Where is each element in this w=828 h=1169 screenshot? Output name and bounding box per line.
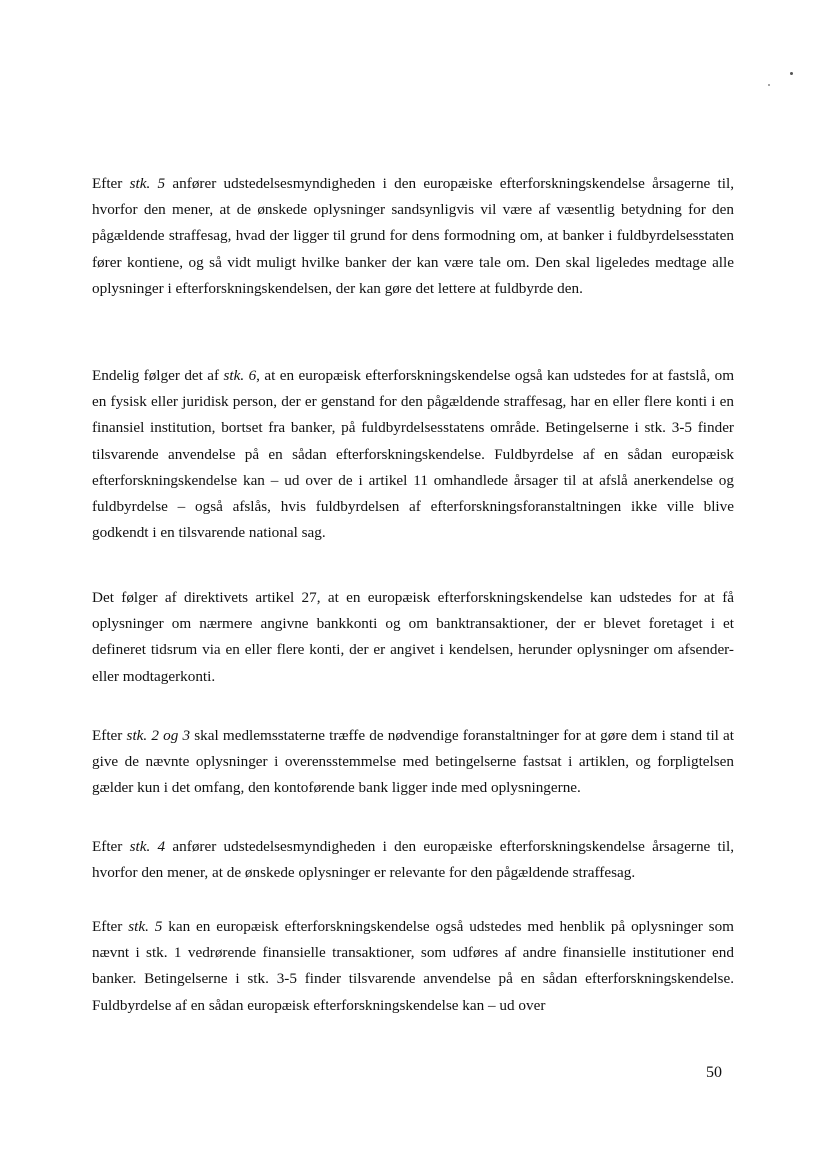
paragraph-text: Det følger af direktivets artikel 27, at en europæisk efterforskningskendelse kan udstedes for at få oplysninger om nærmere angivne bankkonti og om banktransaktioner, der er blevet foretaget i et defineret tidsrum via en eller flere konti, der er angivet i kendelsen, herunder oplysninger om afsender- eller modtagerkonti. [92, 589, 734, 685]
paragraph-5 [92, 834, 734, 886]
paragraph-reference: stk. 2 og 3 [126, 727, 191, 744]
paragraph-text: kan en europæisk efterforskningskendelse også udstedes med henblik på oplysninger som nævnt i stk. 1 vedrørende finansielle transaktioner, som udføres af andre finansielle institutioner end banker. Betingelserne i stk. 3-5 finder tilsvarende anvendelse på en sådan efterforskningskendelse. Fuldbyrdelse af en sådan europæisk efterforskningskendelse kan – ud over [92, 918, 734, 1014]
paragraph-text: anfører udstedelsesmyndigheden i den europæiske efterforskningskendelse årsagerne til, hvorfor den mener, at de ønskede oplysninger er relevante for den pågældende straffesag. [92, 838, 734, 882]
paragraph-text: anfører udstedelsesmyndigheden i den europæiske efterforskningskendelse årsagerne til, hvorfor den mener, at de ønskede oplysninger sandsynligvis vil være af væsentlig betydning for den pågældende straffesag, hvad der ligger til grund for dens formodning om, at banker i fuldbyrdelsesstaten fører kontiene, og så vidt muligt hvilke banker der kan være tale om. Den skal ligeledes medtage alle oplysninger i efterforskningskendelsen, der kan gøre det lettere at fuldbyrde den. [92, 175, 734, 297]
paragraph-reference: stk. 5 [129, 175, 166, 192]
paragraph-3 [92, 585, 734, 690]
paragraph-text: Efter [92, 838, 130, 855]
paragraph-text: Efter [92, 727, 127, 744]
paragraph-text: Endelig følger det af [92, 367, 224, 384]
paragraph-6 [92, 914, 734, 1019]
paragraph-text: , at en europæisk efterforskningskendelse også kan udstedes for at fastslå, om en fysisk eller juridisk person, der er genstand for den pågældende straffesag, har en eller flere konti i en finansiel institution, bortset fra banker, på fuldbyrdelsesstatens område. Betingelserne i stk. 3-5 finder tilsvarende anvendelse på en sådan efterforskningskendelse. Fuldbyrdelse af en sådan europæisk efterforskningskendelse kan – ud over de i artikel 11 omhandlede årsager til at afslå anerkendelse og fuldbyrdelse – også afslås, hvis fuldbyrdelsen af efterforskningsforanstaltningen ikke ville blive godkendt i en tilsvarende national sag. [92, 367, 735, 542]
paragraph-reference: stk. 5 [128, 918, 163, 935]
paragraph-1 [92, 171, 734, 302]
page-number: 50 [706, 1064, 722, 1081]
paragraph-text: Efter [92, 918, 129, 935]
paragraph-4 [92, 723, 734, 802]
scan-speck [768, 84, 770, 86]
paragraph-reference: stk. 4 [129, 838, 166, 855]
paragraph-reference: stk. 6 [223, 367, 257, 384]
paragraph-text: Efter [92, 175, 130, 192]
paragraph-2 [92, 363, 734, 546]
scan-speck [790, 72, 793, 75]
paragraph-text: skal medlemsstaterne træffe de nødvendige foranstaltninger for at gøre dem i stand til at give de nævnte oplysninger i overensstemmelse med betingelserne fastsat i artiklen, og forpligtelsen gælder kun i det omfang, den kontoførende bank ligger inde med oplysningerne. [92, 727, 735, 797]
